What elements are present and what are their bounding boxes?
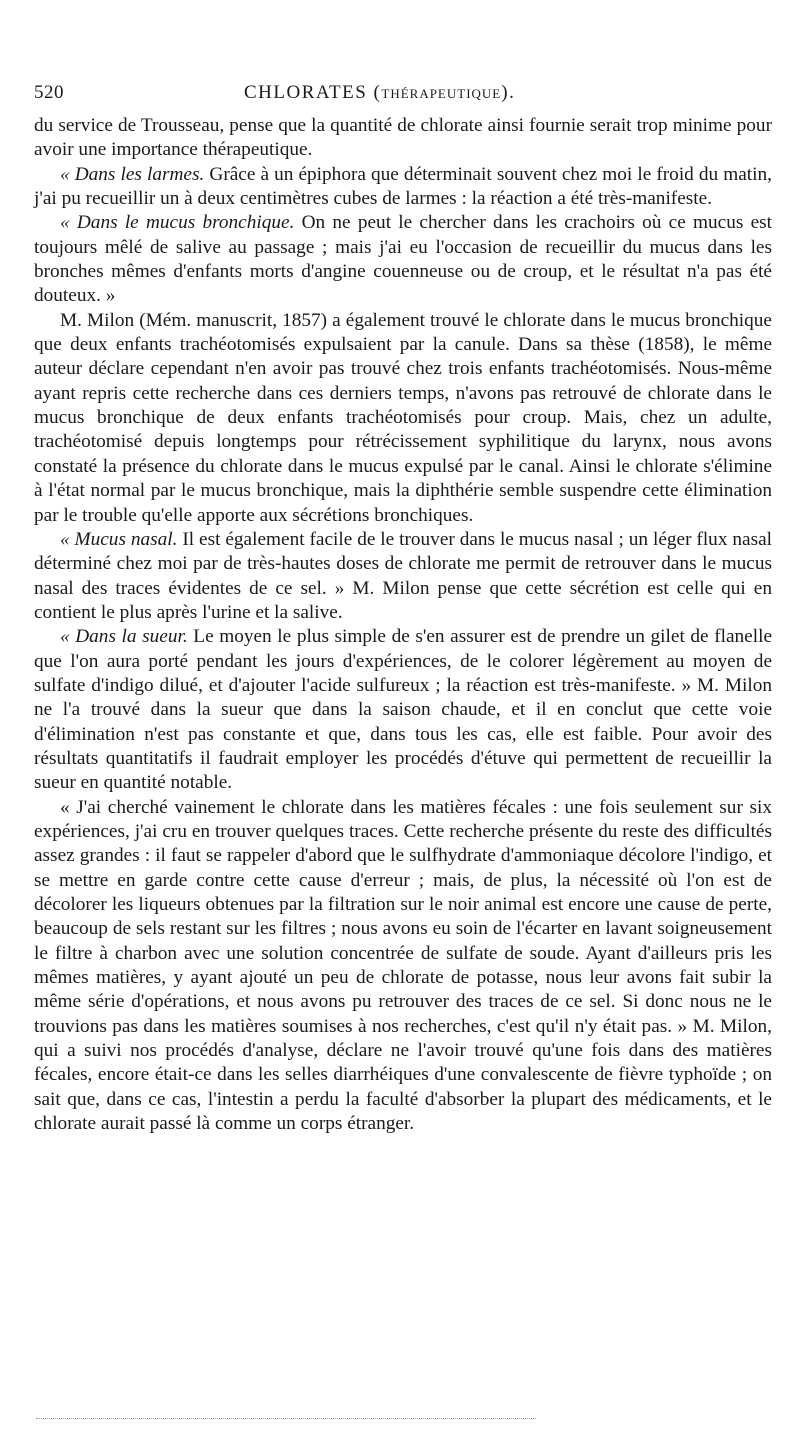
paragraph-lead: « Dans les larmes. [60,163,205,185]
paragraph [34,796,772,1137]
paragraph-body: On ne peut le chercher dans les crachoirs où ce mucus est toujours mêlé de salive au passage ; mais j'ai eu l'occasion de recueillir du mucus dans les bronches mêmes d'enfants morts d'angine couenneuse ou de croup, et le résultat n'a pas été douteux. » [34,212,772,307]
page-header [34,82,772,114]
running-head-close: ). [501,82,516,103]
running-head [244,82,515,104]
paragraph-body: « J'ai cherché vainement le chlorate dans les matières fécales : une fois seulement sur six expériences, j'ai cru en trouver quelques traces. Cette recherche présente du reste des difficultés assez grandes : il faut se rappeler d'abord que le sulfhydrate d'ammoniaque décolore l'indigo, et se mettre en garde contre cette cause d'erreur ; mais, de plus, la nécessité où l'on est de décolorer les liqueurs obtenues par la filtration sur le noir animal est encore une cause de perte, beaucoup de sels restant sur les filtres ; nous avons eu soin de l'écarter en lavant soigneusement le filtre à charbon avec une solution concentrée de sulfate de soude. Ayant d'ailleurs pris les mêmes matières, y ayant ajouté un peu de chlorate de potasse, nous leur avons fait subir la même série d'opérations, et nous avons pu retrouver des traces de ce sel. Si donc nous ne le trouvions pas dans les matières soumises à nos recherches, c'est qu'il n'y était pas. » M. Milon, qui a suivi nos procédés d'analyse, déclare ne l'avoir trouvé qu'une fois dans des matières fécales, encore était-ce dans les selles diarrhéiques d'une convalescente de fièvre typhoïde ; on sait que, dans ce cas, l'intestin a perdu la faculté d'absorber la plupart des médicaments, et le chlorate aurait passé là comme un corps étranger. [34,796,772,1135]
paragraph [34,309,772,528]
paragraph-body: du service de Trousseau, pense que la quantité de chlorate ainsi fournie serait trop minime pour avoir une importance thérapeutique. [34,115,772,161]
paragraph-lead: « Dans la sueur. [60,626,188,648]
body-text [34,114,772,1136]
paragraph [34,625,772,795]
paragraph [34,528,772,625]
paragraph [34,163,772,212]
paragraph-body: Le moyen le plus simple de s'en assurer est de prendre un gilet de flanelle que l'on aura porté pendant les jours d'expériences, de le colorer légèrement au moyen de sulfate d'indigo dilué, et d'ajouter l'acide sulfureux ; la réaction est très-manifeste. » M. Milon ne l'a trouvé dans la sueur que dans la saison chaude, et il en conclut que cette voie d'élimination n'est pas constante et que, dans tous les cas, elle est faible. Pour avoir des résultats quantitatifs il faudrait employer les procédés d'étuve qui permettent de recueillir la sueur en quantité notable. [34,626,772,794]
paragraph-body: Il est également facile de le trouver dans le mucus nasal ; un léger flux nasal déterminé chez moi par de très-hautes doses de chlorate me permit de retrouver dans le mucus nasal des traces évidentes de ce sel. » M. Milon pense que cette sécrétion est celle qui en contient le plus après l'urine et la salive. [34,528,772,623]
paragraph-lead: « Dans le mucus bronchique. [60,212,295,234]
running-head-subtitle: THÉRAPEUTIQUE [381,86,502,101]
paragraph [34,114,772,163]
paragraph-body: Grâce à un épiphora que déterminait souvent chez moi le froid du matin, j'ai pu recueillir un à deux centimètres cubes de larmes : la réaction a été très-manifeste. [34,163,772,210]
paragraph [34,211,772,308]
running-head-title: CHLORATES ( [244,82,382,103]
book-page [34,82,772,1136]
footer-rule [36,1418,536,1419]
paragraph-lead: « Mucus nasal. [60,528,178,550]
paragraph-body: M. Milon (Mém. manuscrit, 1857) a également trouvé le chlorate dans le mucus bronchique que deux enfants trachéotomisés expulsaient par la canule. Dans sa thèse (1858), le même auteur déclare cependant n'en avoir pas trouvé chez trois enfants trachéotomisés. Nous-même ayant repris cette recherche dans ces derniers temps, n'avons pas retrouvé de chlorate dans le mucus bronchique de deux enfants trachéotomisés pour croup. Mais, chez un adulte, trachéotomisé depuis longtemps pour rétrécissement syphilitique du larynx, nous avons constaté la présence du chlorate dans le mucus expulsé par le canal. Ainsi le chlorate s'élimine à l'état normal par le mucus bronchique, mais la diphthérie semble suspendre cette élimination par le trouble qu'elle apporte aux sécrétions bronchiques. [34,309,772,526]
page-number: 520 [34,82,64,103]
